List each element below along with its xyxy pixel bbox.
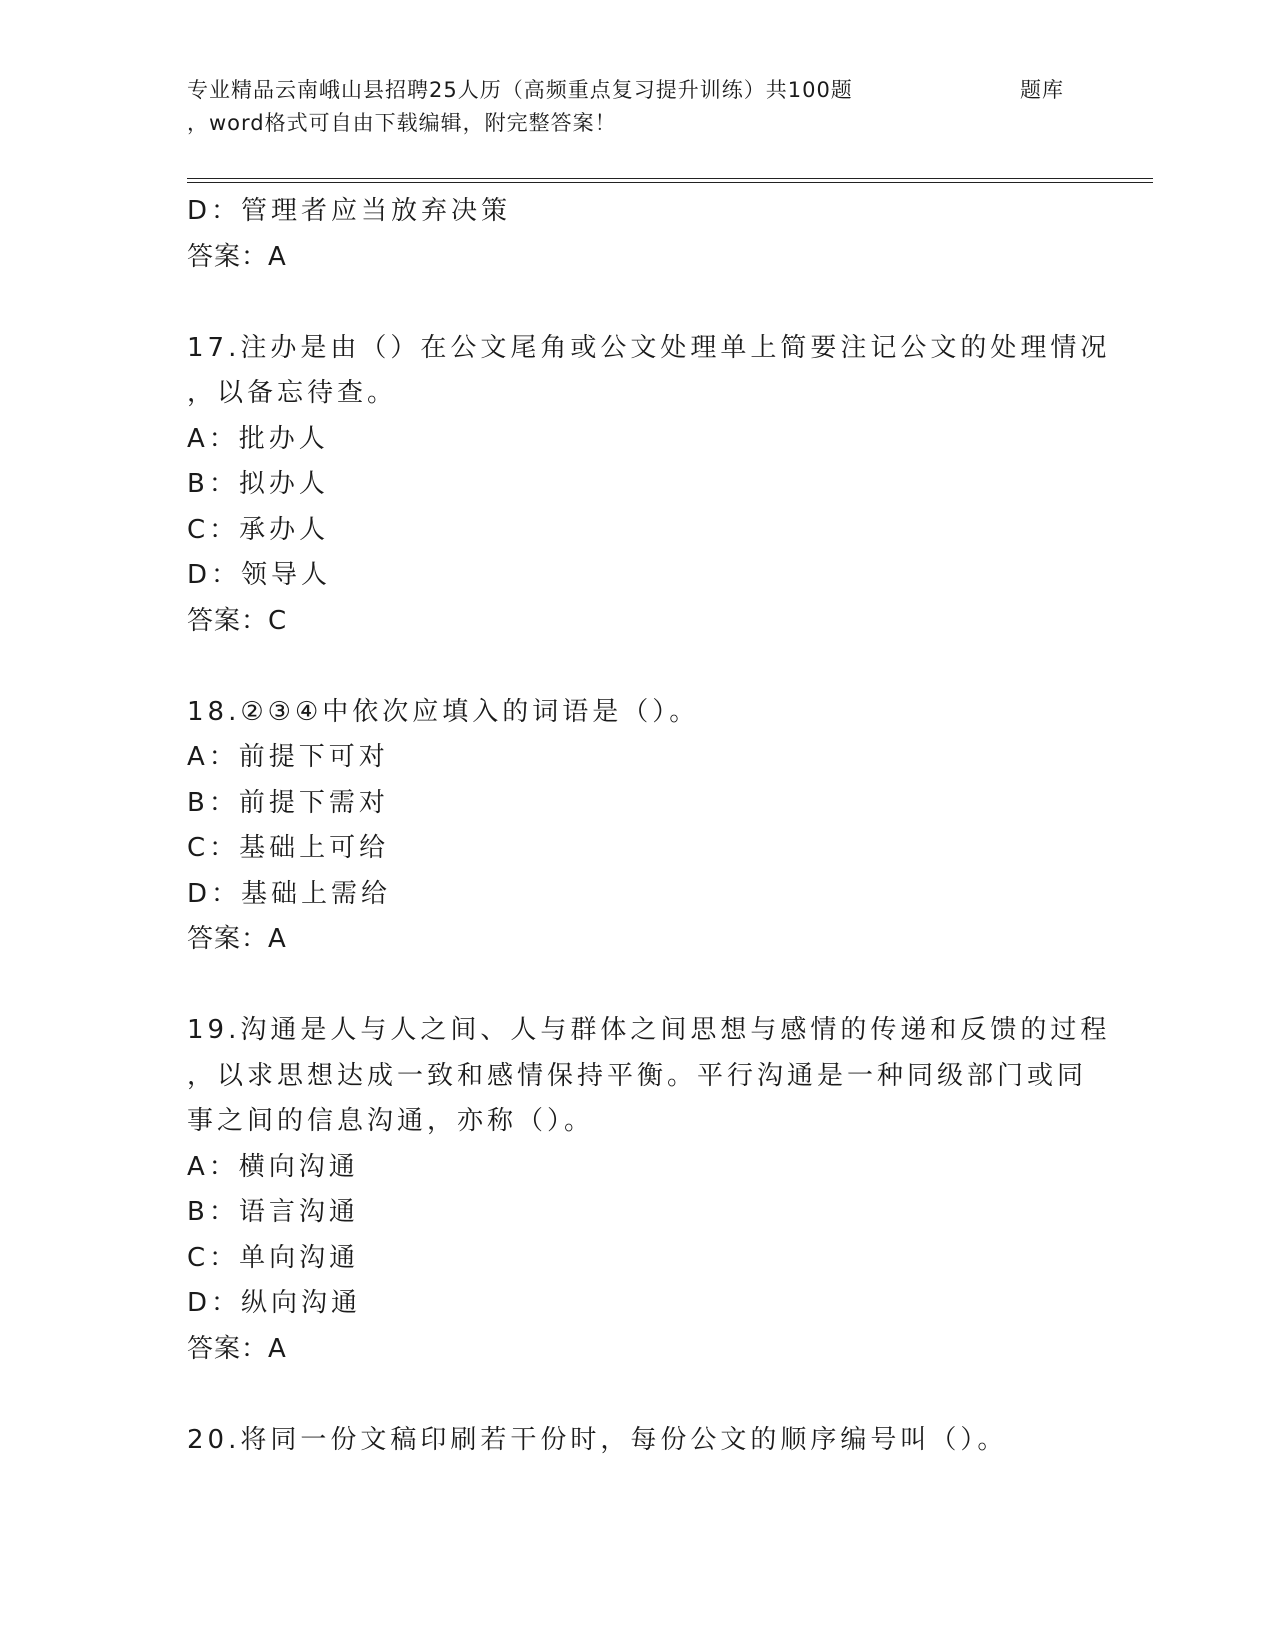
option-d: D：领导人 [187, 560, 332, 590]
answer: 答案：A [187, 241, 287, 272]
answer: 答案：A [187, 1333, 287, 1364]
header-label: 题库 [1020, 78, 1064, 102]
answer: 答案：A [187, 924, 287, 954]
option-d: D：纵向沟通 [187, 1288, 362, 1318]
option-a: A：批办人 [187, 423, 329, 454]
question-16-tail [187, 189, 1087, 280]
option-b: B：前提下需对 [187, 787, 389, 818]
spacer [187, 963, 1087, 1009]
question-text: 19.沟通是人与人之间、人与群体之间思想与感情的传递和反馈的过程 [187, 1015, 1111, 1045]
option-b: B：语言沟通 [187, 1197, 359, 1227]
question-list [187, 189, 1111, 1463]
question-text-cont: ，以备忘待查。 [187, 378, 398, 408]
option-c: C：基础上可给 [187, 833, 390, 863]
question-20 [187, 1418, 1087, 1464]
option-a: A：前提下可对 [187, 742, 389, 772]
option-c: C：单向沟通 [187, 1242, 360, 1273]
option-d: D：管理者应当放弃决策 [187, 196, 512, 226]
page-header [187, 74, 1087, 140]
spacer [187, 1372, 1087, 1418]
question-17 [187, 326, 1111, 645]
option-b: B：拟办人 [187, 469, 329, 499]
option-d: D：基础上需给 [187, 878, 392, 909]
header-title: 专业精品云南峨山县招聘25人历（高频重点复习提升训练）共100题 [187, 78, 853, 102]
question-text: 18.②③④中依次应填入的词语是（）。 [187, 696, 700, 727]
question-text: 20.将同一份文稿印刷若干份时，每份公文的顺序编号叫（）。 [187, 1424, 1008, 1455]
option-a: A：横向沟通 [187, 1151, 359, 1182]
spacer [187, 644, 1087, 690]
question-text: 17.注办是由（）在公文尾角或公文处理单上简要注记公文的处理情况 [187, 332, 1111, 363]
answer: 答案：C [187, 605, 288, 636]
question-text-cont: ，以求思想达成一致和感情保持平衡。平行沟通是一种同级部门或同 [187, 1060, 1088, 1091]
question-text-cont: 事之间的信息沟通，亦称（）。 [187, 1106, 595, 1136]
header-subtitle: ，word格式可自由下载编辑，附完整答案！ [187, 111, 617, 135]
option-c: C：承办人 [187, 514, 330, 545]
question-19 [187, 1008, 1111, 1372]
header-divider [187, 178, 1153, 183]
question-18 [187, 690, 1087, 963]
spacer [187, 280, 1087, 326]
